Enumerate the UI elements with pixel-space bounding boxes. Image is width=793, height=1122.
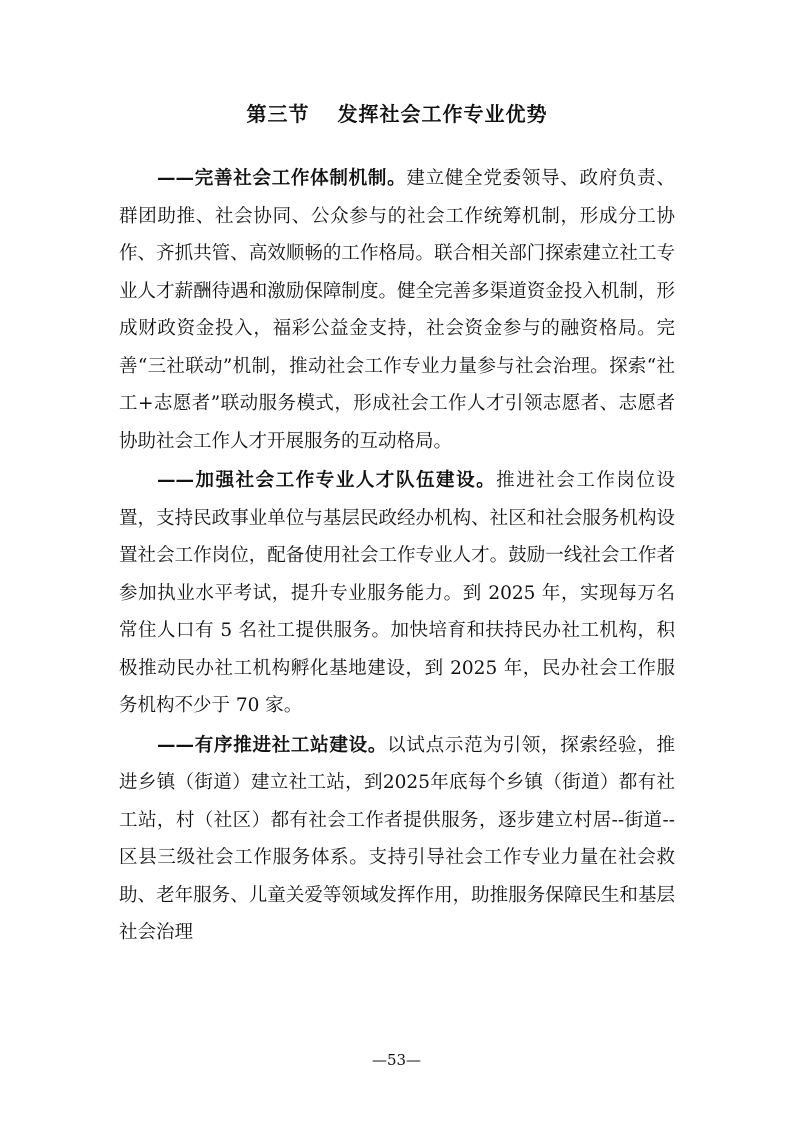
document-page xyxy=(119,98,675,954)
section-title: 发挥社会工作专业优势 xyxy=(337,102,548,126)
paragraph-3-body: 以试点示范为引领，探索经验，推进乡镇（街道）建立社工站，到2025年底每个乡镇（街道）都有社工站，村（社区）都有社会工作者提供服务，逐步建立村居--街道--区县三级社会工作服务体系。支持引导社会工作专业力量在社会救助、老年服务、儿童关爱等领域发挥作用，助推服务保障民生和基层社会治理 xyxy=(119,734,675,943)
paragraph-1-body: 建立健全党委领导、政府负责、群团助推、社会协同、公众参与的社会工作统筹机制，形成分工协作、齐抓共管、高效顺畅的工作格局。联合相关部门探索建立社工专业人才薪酬待遇和激励保障制度。健全完善多渠道资金投入机制，形成财政资金投入，福彩公益金支持，社会资金参与的融资格局。完善“三社联动”机制，推动社会工作专业力量参与社会治理。探索“社工+志愿者”联动服务模式，形成社会工作人才引领志愿者、志愿者协助社会工作人才开展服务的互动格局。 xyxy=(119,168,675,452)
page-number: —53— xyxy=(371,1051,422,1069)
paragraph-2 xyxy=(119,462,675,725)
paragraph-2-body: 推进社会工作岗位设置，支持民政事业单位与基层民政经办机构、社区和社会服务机构设置社会工作岗位，配备使用社会工作专业人才。鼓励一线社会工作者参加执业水平考试，提升专业服务能力。到 2025 年，实现每万名常住人口有 5 名社工提供服务。加快培育和扶持民办社工机构，积极推动民办社工机构孵化基地建设，到 2025 年，民办社会工作服务机构不少于 70 家。 xyxy=(119,470,675,716)
paragraph-1 xyxy=(119,160,675,460)
section-number: 第三节 xyxy=(246,102,310,126)
paragraph-3-lead: ——有序推进社工站建设。 xyxy=(157,734,388,756)
section-heading xyxy=(119,98,675,130)
paragraph-3 xyxy=(119,727,675,952)
paragraph-1-lead: ——完善社会工作体制机制。 xyxy=(157,168,407,189)
paragraph-2-lead: ——加强社会工作专业人才队伍建设。 xyxy=(157,470,497,491)
